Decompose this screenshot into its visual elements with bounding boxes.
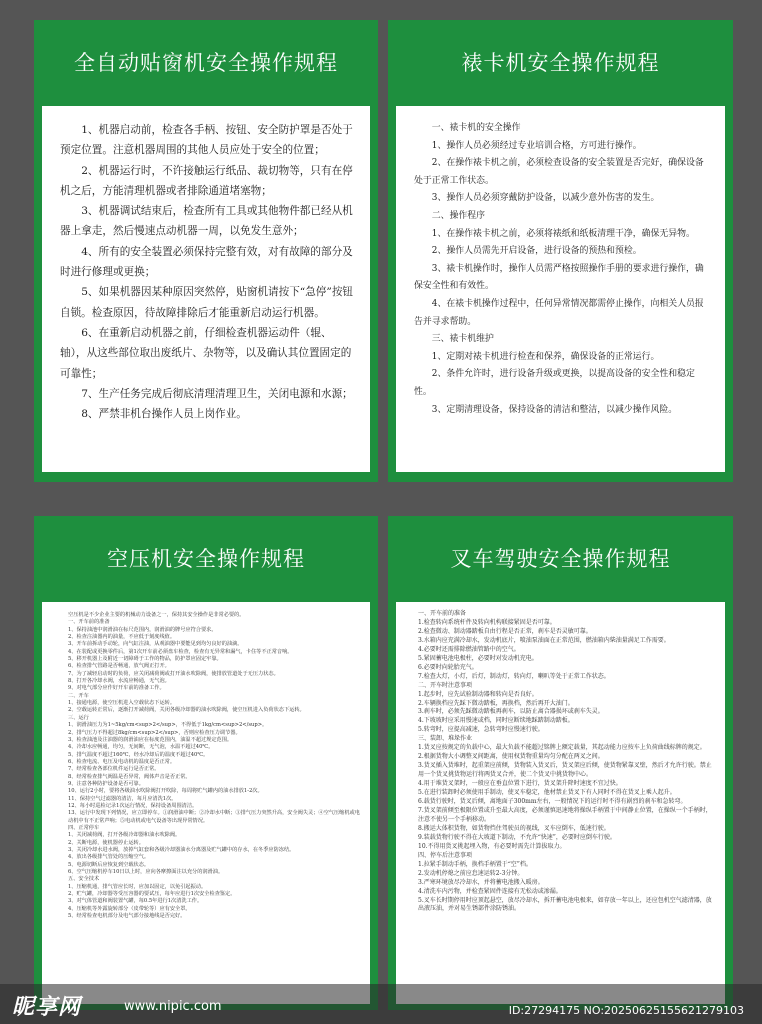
rule-paragraph: 4、压缩机等外露旋转部分（皮带轮等）应有安全罩。 bbox=[68, 905, 191, 912]
rule-paragraph: 6、在重新启动机器之前，仔细检查机器运动件（辊、轴），从这些部位取出废纸片、杂物等，以及确认其位置固定的可靠性； bbox=[60, 326, 352, 380]
rule-paragraph: 10、运行2小时，要将各级油水吹除阀打开吹除，每周将贮气罐内的油水排放1-2次。 bbox=[68, 788, 263, 795]
panel-body bbox=[396, 602, 725, 1004]
rule-paragraph: 4、放出各级排气管处的压缩空气。 bbox=[68, 854, 150, 861]
rule-paragraph: 3.刹车时，必须先踩微动踏板再刹车，以防止离合器损坏或刹车失灵。 bbox=[418, 708, 604, 716]
rule-paragraph: 1、接通电源，使空压机进入空载状态下运转。 bbox=[68, 700, 176, 707]
rule-paragraph: 6.必要时向轮胎充气。 bbox=[418, 663, 478, 671]
panel-body bbox=[42, 602, 370, 1004]
rule-paragraph: 1、定期对裱卡机进行检查和保养，确保设备的正常运行。 bbox=[431, 351, 660, 362]
rule-paragraph: 2、排气压力不得超过8kg/cm<sup>2</sup>，否则应检查压力调节器。 bbox=[68, 729, 241, 736]
panel-mounting bbox=[388, 20, 733, 482]
rule-paragraph: 8、严禁非机台操作人员上岗作业。 bbox=[81, 408, 247, 421]
watermark-id: ID:27294175 NO:20250625155621279103 bbox=[508, 1004, 744, 1017]
rule-paragraph: 9、注意各种防护设备是否可靠。 bbox=[68, 780, 144, 787]
rule-paragraph: 1、操作人员必须经过专业培训合格，方可进行操作。 bbox=[431, 140, 642, 151]
rule-paragraph: 3、机器调试结束后，检查所有工具或其他物件都已经从机器上拿走，然后慢速点动机器一周，以免发生意外； bbox=[60, 205, 353, 238]
panel-forklift bbox=[388, 516, 733, 1010]
rule-paragraph: 2.发动机停熄之前应怠速运转2-3分钟。 bbox=[418, 869, 524, 877]
rule-paragraph: 6、检查排气管路是否畅通，放气阀正打开。 bbox=[68, 663, 170, 670]
rule-paragraph: 1.起步时，应先试验制动器和转向是否良好。 bbox=[418, 690, 538, 698]
rule-paragraph: 3、关闭冷却水进水阀，放掉气缸套和各级冷却器油水分离器及贮气罐中的存水，在冬季应防冻结。 bbox=[68, 847, 295, 853]
panel-window-film bbox=[34, 20, 378, 482]
rule-paragraph: 1、在操作裱卡机之前，必须将裱纸和纸板清理干净，确保无异物。 bbox=[431, 228, 695, 239]
rule-paragraph: 4、冷却水应畅通，均匀，无间断，无气泡，水温不超过40℃。 bbox=[68, 744, 214, 751]
panel-air-compressor bbox=[34, 516, 378, 1010]
watermark-logo: 昵享网 bbox=[12, 995, 82, 1020]
rule-paragraph: 6、检查电流、电压及电动机的温度是否正常。 bbox=[68, 758, 176, 765]
rule-paragraph: 二、操作程序 bbox=[431, 210, 486, 221]
rule-paragraph: 6.载货行驶时，货叉后倾，离地面子300mm左右，一般情况下的运行时不得有剧烈的刹车和急转弯。 bbox=[418, 798, 687, 806]
rule-paragraph: 5、电源切断后应恢复到空载状态。 bbox=[68, 861, 150, 868]
rule-paragraph: 5、如果机器因某种原因突然停，贴窗机请按下“急停”按钮自锁。检查原因，待故障排除后才能重新启动运行机器。 bbox=[60, 286, 354, 319]
rule-paragraph: 3.水箱内应充满冷却水，发动机底片，喷油泵油面在正常范围，燃油箱内柴油量满足工作需要。 bbox=[418, 636, 670, 644]
rule-paragraph: 3、裱卡机操作时，操作人员需严格按照操作手册的要求进行操作，确保安全性和有效性。 bbox=[414, 263, 704, 292]
rule-paragraph: 13、运行中发现下列情况，应立即停车。①润滑油中断；②冷却水中断；③排气压力突然升高，安全阀失灵；④空气压缩机或电动机中有不正常声响；⑤电动机或电气设备等出现异常情况。 bbox=[68, 810, 360, 824]
rule-paragraph: 5.在进行装卸时必须使用手制动，使叉车稳定，他材禁止货叉下有人同时不得在货叉上乘人起升。 bbox=[418, 789, 676, 797]
panel-body bbox=[396, 106, 725, 472]
panel-title: 空压机安全操作规程 bbox=[107, 547, 305, 571]
rule-paragraph: 3.严寒环境放尽冷却水，并将蓄电池搬入暖房。 bbox=[418, 878, 544, 886]
rule-paragraph: 5.转弯时，应提高减速，急转弯时应慢速行驶。 bbox=[418, 726, 544, 734]
rule-paragraph: 5.紧固蓄电池电极柱，必要时对发动机充电。 bbox=[418, 654, 538, 662]
rule-paragraph: 2.根据货物大小调整叉间距离，使用权货物重量均匀分配在两叉之间。 bbox=[418, 753, 604, 761]
rule-paragraph: 一、开车前的准备 bbox=[68, 619, 110, 626]
rule-paragraph: 3、操作人员必须穿戴防护设备，以减少意外伤害的发生。 bbox=[431, 193, 660, 204]
rule-paragraph: 9.装载货物行驶不得在大坡道下制动，不允许“快速”，必要时应倒车行驶。 bbox=[418, 833, 616, 841]
rule-paragraph: 3、检查油池及注油器的润滑油应在标度范围内，油温不超过规定范围。 bbox=[68, 736, 233, 743]
rule-paragraph: 三、裱卡机维护 bbox=[431, 334, 494, 345]
rule-paragraph: 2、机器运行时，不许接触运行纸品、裁切物等，只有在停机之后，方能清理机器或者排除通道堵塞物； bbox=[60, 164, 353, 197]
rule-paragraph: 7、生产任务完成后彻底清理清理卫生，关闭电源和水源； bbox=[81, 387, 353, 400]
rule-paragraph: 4、在裱卡机操作过程中，任何异常情况都需停止操作，向相关人员报告并寻求帮助。 bbox=[414, 298, 704, 327]
rule-paragraph: 10.不得用货叉挑起埋入物，有必要时需先计算拔取力。 bbox=[418, 842, 566, 850]
rule-paragraph: 4.清洗车内污物，并检查紧固件连接有无松动或渗漏。 bbox=[418, 887, 562, 895]
rule-paragraph: 7.货叉架前倾至极限位置或升至最大高度，必须谨慎迅速地将操纵手柄置于中间静止位置，在操纵一个手柄时，注意不使另一个手柄移动。 bbox=[418, 806, 712, 823]
rule-paragraph: 11、保持空气过滤器的清洁，每月应清洗1次。 bbox=[68, 795, 177, 802]
rule-paragraph: 2、贮气罐，冷却器等受压容器的要试压，每年应进行1次安全检查鉴定。 bbox=[68, 891, 236, 898]
rule-paragraph: 三、运行 bbox=[68, 714, 89, 721]
panel-body bbox=[42, 106, 370, 472]
rule-paragraph: 一、裱卡机的安全操作 bbox=[431, 123, 521, 133]
rule-paragraph: 7、为了减轻启动时的负荷，应关闭减荷阀或打开油水吹除阀，使排放管道处于无压力状态。 bbox=[68, 670, 279, 677]
rule-paragraph: 8、经常检查排气阀温是否异常，阀体声音是否正常。 bbox=[68, 773, 191, 780]
rule-paragraph: 5、移开机器上及附近一切障碍于工作的物品，防护罩应固定牢靠。 bbox=[68, 656, 222, 663]
rule-paragraph: 3、开车前拆动手动轮，向气缸注油，从观油器中要能见到均匀良好的油滴。 bbox=[68, 641, 243, 648]
rule-paragraph: 3、定期清理设备，保持设备的清洁和整洁，以减少操作风险。 bbox=[431, 404, 678, 415]
rule-paragraph: 三、装卸、堆垛作业 bbox=[418, 735, 473, 743]
rule-paragraph: 四、正常停车 bbox=[68, 824, 100, 831]
rule-paragraph: 2、关断电源，使机器停止运转。 bbox=[68, 839, 144, 846]
rule-paragraph: 7.检查大灯，小灯，后灯，制动灯，转向灯，喇叭等处于正常工作状态。 bbox=[418, 672, 610, 680]
rule-paragraph: 4.下坡坡时应采用慢速或档，同时应断续地踩踏制动踏板。 bbox=[418, 717, 574, 725]
rule-paragraph: 4、所有的安全装置必须保持完整有效，对有故障的部分及时进行修理或更换； bbox=[60, 245, 353, 279]
rule-paragraph: 空压机是不少企业主要的机械动力设备之一，保持其安全操作是非常必要的。 bbox=[68, 612, 245, 618]
rule-paragraph: 4.必要时还需排除燃油管路中的空气。 bbox=[418, 645, 520, 653]
rule-paragraph: 4、在装配或更换零件后，第1次开车前必须盘车检查，检查有无异常和漏气，卡住等不正常音响。 bbox=[68, 648, 293, 655]
rule-paragraph: 1.拉紧手制动手柄，换档手柄置于“空”档。 bbox=[418, 860, 532, 868]
rule-paragraph: 2、空载运转正常后，逐渐打开减荷阀，关闭各级冷却器的油水吹除阀，使空压机进入负荷状态下运转。 bbox=[68, 707, 305, 714]
panel-title: 叉车驾驶安全操作规程 bbox=[450, 547, 671, 571]
rule-paragraph: 1、压缩机通，排气管应长时，应加以固定，以免引起振动。 bbox=[68, 883, 207, 890]
rule-paragraph: 8.搬运大体积货物，如货物挡住驾驶员的视线，叉车应倒车，低速行驶。 bbox=[418, 824, 610, 832]
rule-paragraph: 8、打开各冷却水阀，水流应畅通，无气泡。 bbox=[68, 678, 170, 685]
rule-paragraph: 3.货叉插入货堆时，起重架应前倾，货物装入货叉后，货叉架应后倾，使货物紧靠叉壁，然后才允许行驶。禁止用一个货叉挑货物运行将两货叉合并，使二个货叉中挑货物中心。 bbox=[418, 762, 712, 779]
rule-paragraph: 2、条件允许时，进行设备升级或更换，以提高设备的安全性和稳定性。 bbox=[414, 369, 695, 397]
rule-paragraph: 2.车辆换档应先踩下微动踏板，再换档，然后再开大油门。 bbox=[418, 699, 574, 707]
rule-paragraph: 一、开车前的准备 bbox=[418, 610, 467, 617]
rule-paragraph: 5、排气温度不超过160℃，经水冷却后的温度不超过40℃。 bbox=[68, 751, 209, 758]
rule-paragraph: 2、操作人员需先开启设备，进行设备的预热和预检。 bbox=[431, 246, 642, 257]
rule-paragraph: 6、空气压缩机停车10日以上时，应向各摩擦面注以充分的润滑油。 bbox=[68, 869, 224, 876]
rule-paragraph: 7、经常检查各部位机件运行是否正常。 bbox=[68, 766, 160, 773]
rule-paragraph: 1、机器启动前，检查各手柄、按钮、安全防护罩是否处于预定位置。注意机器周围的其他人员应处于安全的位置； bbox=[60, 124, 353, 157]
rule-paragraph: 1、保持油池中润滑油在标尺范围内，润滑油的牌号应符合要求。 bbox=[68, 626, 217, 633]
rule-paragraph: 2.检查微动、制动器踏板自由行程是否正常，刹车是否灵敏可靠。 bbox=[418, 627, 592, 635]
rule-paragraph: 1、关闭减荷阀，打开各级冷却器和油水吹除阀。 bbox=[68, 832, 181, 839]
rule-paragraph: 4.用于堆货叉架时，一般应在垂直位置下进行，货叉架升降时速度不宜过快。 bbox=[418, 780, 622, 788]
rule-paragraph: 5.叉车长时期停用时应顶起悬空，放尽冷却水，拆开蓄电池电极来，如存放一年以上，还应包机空气滤清器，放出液压油，并对易生锈部件涂防锈油。 bbox=[418, 896, 712, 913]
rule-paragraph: 二、开车时注意事项 bbox=[418, 681, 473, 689]
rule-paragraph: 1、润滑油压力为1~5kg/cm<sup>2</sup>，不得低于1kg/cm<sup>2</sup>。 bbox=[68, 722, 268, 729]
rule-paragraph: 二、开车 bbox=[68, 692, 89, 699]
panel-title: 裱卡机安全操作规程 bbox=[461, 51, 660, 75]
rule-paragraph: 五、安全技术 bbox=[68, 876, 100, 883]
rule-paragraph: 2、检查注油器内的油量，不应低于刻度线值。 bbox=[68, 634, 176, 641]
panel-title: 全自动贴窗机安全操作规程 bbox=[74, 51, 338, 75]
rule-paragraph: 3、对气体管道和阀装置气罐，每0.5年进行1次清洗工作。 bbox=[68, 898, 203, 905]
watermark-url: www.nipic.com bbox=[124, 999, 222, 1014]
rule-paragraph: 12、每小时巡检记录1次运行情况，保持设备周围清洁。 bbox=[68, 802, 198, 809]
rule-paragraph: 5、经常检查电机部分及电气部分接地线是否完好。 bbox=[68, 913, 186, 920]
rule-paragraph: 1.检查转向系统杆件及转向机构联接紧固是否可靠。 bbox=[418, 618, 556, 626]
rule-paragraph: 9、对电气部分应作好开车前的准备工作。 bbox=[68, 685, 165, 692]
rule-paragraph: 2、在操作裱卡机之前，必须检查设备的安全装置是否完好，确保设备处于正常工作状态。 bbox=[414, 158, 704, 186]
rule-paragraph: 四、停车后注意事项 bbox=[418, 851, 473, 859]
rule-paragraph: 1.货叉应按规定的负载中心，最大负载不能超过铭牌上额定载量，其起动能力应按车上负荷曲线标牌的规定。 bbox=[418, 744, 706, 752]
